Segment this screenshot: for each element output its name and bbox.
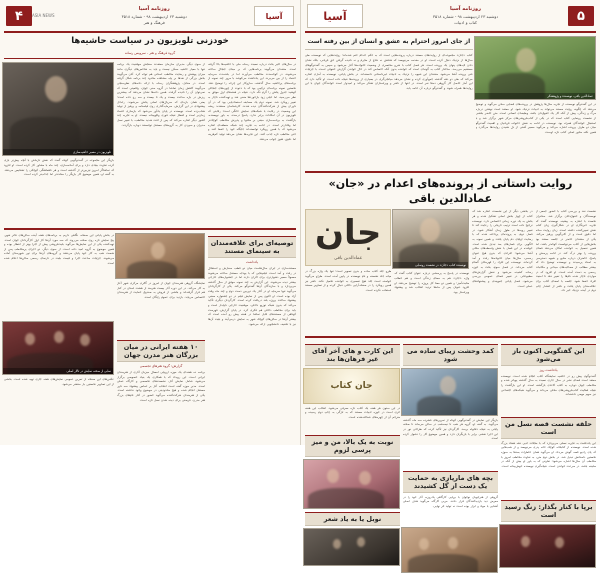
photo-interviewee [401, 368, 498, 416]
article-body: از سوی دیگر، مدیران سازمان معتقدند سنجش موفقیت یک برنامه تنها با معیار حاشیه ممکن نیست و باید به شاخص‌های دیگری مانند میزان پوشش و رضایت مخاطب استانی هم توجه کرد. آنان می‌گویند بخش بزرگی از نقدها بر پایه مشاهده محدود چند برنامه شکل گرفته است. در مقابل، پژوهشگران رسانه با ارائه داده‌های نظرسنجی می‌گویند کاهش زمان تماشا در گروه سنی جوان، واقعیتی است که نمی‌توان آن را نادیده گرفت. همین داده‌ها نشان می‌دهد که بیشترین ریزش در بازه ساعت بیست و یک تا بیست و سه رخ داده است؛ یعنی همان بازه‌ای که سریال‌های اصلی پخش می‌شوند. راه‌حل پیشنهادی در این گزارش، سرمایه‌گذاری روی فیلمنامه و پرهیز از تولید شتاب‌زده است. نویسنده در پایان یادآور می‌شود که بازسازی اعتماد زمان‌بر است و انتظار نتیجه فوری واقع‌بینانه نیست. او به تجربه چند کشور دیگر اشاره می‌کند که پس از افت شدید مخاطب، با تغییر نسل مدیران و سپردن کار به گروه‌های مستقل توانستند دوباره بازگردند. [117, 62, 205, 127]
book-cover-logotype [305, 209, 391, 266]
masthead-title-left: روزنامه آسیا [138, 6, 170, 13]
article-body: گروهی از هنرجویان نوجوان با برپایی کارگاهی یک‌روزه، آثار خود را در معرض دید بازدیدکنندگان قرار دادند. مربی کارگاه می‌گوید هدف اصلی آشنایی با مواد و ابزار بوده است نه تولید اثر نهایی. [403, 494, 498, 509]
photo-secondary-left [115, 233, 205, 279]
photo-stage [499, 524, 596, 568]
article-body: کتاب «جان» مجموعه‌ای از روایت‌های مستند درباره پرونده‌هایی است که به حکم اعدام ختم شده‌اند؛ روایت‌هایی که نویسنده طی سال‌ها از نزدیک دنبال کرده است. او در مقدمه می‌نویسد که هدفش نه دفاع از مجرم و نه نادیده گرفتن حق قربانی، بلکه نشان دادن لایه‌های پنهان یک پرونده است. هر فصل کتاب با شرح مختصری از وضعیت خانواده‌ها آغاز می‌شود و سپس به گفت‌وگوهای مستقیم می‌رسد. ساختار کتاب به گونه‌ای است که خواننده بدون آنکه احساس کند در حال خواندن گزارش حقوقی است، با جزئیات فنی پرونده آشنا می‌شود. منتقدان این شیوه را نزدیک به ادبیات غیرداستانی دانسته‌اند. در بخش پایانی، نویسنده به آماری اشاره می‌کند که طی دو دهه گذشته جمع‌آوری کرده و نشان می‌دهد میانجی‌گری در بسیاری از پرونده‌ها نتیجه داده است. او تأکید دارد که این آمار حاصل کار گروهی ده‌ها نفر است. در انتها از ناشر و ویراستاران تشکر می‌کند و امیدوار است خوانندگان جوان با این روایت‌ها همراه شوند و گفت‌وگو درباره آن ادامه یابد. [305, 53, 473, 90]
top-strip-headline: از جای امروز احترام به عشق و انسان از بین رفته است [307, 38, 471, 45]
brand-logo-en: ASIA NEWS [32, 13, 55, 19]
book-author-name: عمادالدین باقی [334, 256, 363, 262]
article-body: بازیگر این نمایش در گفت‌وگویی کوتاه از تمرین‌های فشرده سه ماه گذشته می‌گوید. به گفته او، گروه هر شب تا نیمه‌شب در سالن می‌ماند تا صحنه پایانی به نتیجه دلخواه برسد. کارگردان نیز تأکید کرده که طراحی نور در این اجرا نقشی برابر با بازیگران دارد و همین موضوع کار را دشوار کرده است. [403, 417, 498, 441]
section-title: بچه های مارپازی به حمایت یک دست از گل کشیدند [403, 471, 498, 493]
photo-lead-left [2, 62, 114, 156]
photo-caption: نویسنده کتاب «جان» در نشست رونمایی [393, 262, 468, 268]
article-body: در این گفت‌وگو نویسنده از تجربه سال‌ها پژوهش در پرونده‌های قضایی سخن می‌گوید و توضیح می‌دهد که چگونه روایت مستند می‌تواند به ادبیات نزدیک شود. او معتقد است نوشتن درباره مرگ و زندگی، پیش از آنکه کار یک حقوق‌دان باشد، وظیفه‌ای انسانی است. متن حاضر بخشی از نشست رونمایی کتاب است که در یکی از کتاب‌فروشی‌های مرکز شهر برگزار شد و با استقبال خوانندگان همراه بود. نویسنده در ادامه به نقش خانواده قربانیان و اهمیت گفت‌وگو میان دو طرف پرونده اشاره می‌کند و می‌گوید مسیر آشتی از دل شنیدن روایت‌ها می‌گذرد و همین نکته محور اصلی کتاب تازه اوست. [475, 102, 596, 134]
photo-author-green [474, 36, 596, 100]
book-illustration: جان کتاب [303, 368, 400, 404]
article-body: در این ستون هر هفته یک کتاب تازه معرفی می‌شود. انتخاب این هفته اثری است در حوزه ادبیات مستند که به تازگی به چاپ دوم رسیده و مترجم آن از چهره‌های شناخته‌شده است. [305, 405, 400, 420]
masthead-date-right: دوشنبه ۲۳ اردیبهشت ۹۸ - شماره ۳۵۱۸ [432, 13, 499, 19]
article-body: برنامه ده هفته‌ای یک موزه اروپایی امسال میزبان آثاری از هنرمندان ایرانی است. این رویداد که با همکاری یک بنیاد خصوصی برگزار می‌شود، شامل نمایش آثار، نشست‌های تخصصی و کارگاه عملی است. مدیر موزه گفته است انتخاب آثار بر اساس پیشنهاد سه داور مستقل انجام شده و هیچ محدودیتی در موضوع وجود نداشته است. یکی از هنرمندان شرکت‌کننده می‌گوید حضور در کنار نام‌های بزرگ هنر مدرن، فرصتی برای دیده شدن نسل تازه است. [117, 369, 205, 402]
photo-caption: عمادالدین باقی، نویسنده و پژوهشگر [475, 93, 595, 99]
section-byline: گزارش: گروه هنرهای تجسمی [139, 363, 183, 368]
section-byline: یادداشت روز [539, 367, 558, 372]
masthead-section-left: فرهنگ و هنر [143, 19, 165, 25]
masthead-meta-right [363, 6, 568, 26]
photo-caption: نمایی از صحنه نمایش در تالار اصلی [3, 368, 113, 374]
section-title: این گفتگویی اکنون باز می‌شود [501, 344, 596, 366]
masthead-title-right: روزنامه آسیا [449, 6, 482, 13]
main-article-right [305, 209, 596, 333]
article-body: نویسنده در پاسخ به پرسشی درباره عنوان کتاب گفت که واژه «جان» هم به معنای زندگی است و هم خطاب محبت‌آمیز؛ و همین دو معنا کل پروژه را توضیح می‌دهد. او افزود عنوان پس از ماه‌ها تردید انتخاب شد و پیشنهاد ویراستار بود. [394, 271, 470, 294]
masthead-left [4, 3, 296, 33]
page-right [300, 0, 600, 523]
article-body: گفت‌وگوی پیش رو در حاشیه نمایشگاه کتاب انجام شده است. نویسنده معتقد است فضای نشر در سال جاری نسبت به سال گذشته پویاتر شده و مخاطب جوان دوباره به کتاب کاغذی بازگشته است. او این بازگشت را نتیجه فعالیت کتاب‌فروشی‌های محلی می‌داند و می‌گوید شبکه‌های اجتماعی نیز سهم مهمی داشته‌اند. [501, 373, 596, 397]
top-strip-right [305, 36, 596, 168]
article-body: طرح جلد کتاب ساده و بدون تصویر است؛ تنها یک واژه بزرگ در میانه جلد نشسته و نام نویسنده در پایین آمده است. طراح می‌گوید خواسته است جلد هیچ تفسیری به خواننده تحمیل نکند. ناشر نیز همین رویکرد را در صفحه‌آرایی داخلی دنبال کرده و از تصاویر مستند استفاده نکرده است. [305, 269, 392, 292]
section-title: کمد وحشت زیبای ساده می شود [403, 344, 498, 366]
masthead-section-right: کتاب و ادبیات [454, 19, 477, 25]
article-body: این یادداشت به تجربه نسلی می‌پردازد که با مجلات ادبی دهه هفتاد بزرگ شده است. نویسنده از کتابخانه کوچک خانه پدری می‌نویسد و از شب‌هایی که پای رادیو قصه گوش می‌داد. او می‌گوید همان خاطرات بعدها به سوژه نخستین داستانش تبدیل شد. در بخش دوم متن، به تفاوت مخاطب امروز با مخاطب آن سال‌ها اشاره می‌شود؛ تفاوتی که به باور او بیش از آنکه در سلیقه باشد، در سرعت خواندن است. نتیجه‌گیری نویسنده خوش‌بینانه است. [501, 440, 596, 468]
lead-byline-left: گروه فرهنگ و هنر - سرویس رسانه [124, 50, 176, 55]
article-body: بازیگر این مجموعه در گفت‌وگویی کوتاه گفت که نقش تازه‌اش با آنچه پیش‌تر بازی کرده تفاوت بنیادی دارد و برای آماده‌سازی، چند ماه با مشاور کار کرده است. او افزود که تماشاگر امروز تیزبین‌تر از گذشته است و هر ناهماهنگی کوچکی را تشخیص می‌دهد. به گفته او، همین موضوع کار بازیگر را سخت‌تر اما جذاب‌تر کرده است. [4, 158, 114, 177]
section-title: این کارت و های آخر آقای غیر فرهان‌ها بند [305, 344, 400, 366]
brand-logo-right: آسیا [307, 4, 363, 28]
article-body: در بخشی دیگر از این نشست، اشاره شد که کتاب از چهار بخش اصلی تشکیل شده و هر بخش به یک دوره زمانی اختصاص دارد. نویسنده ترجیح داده است ترتیب تاریخی را رعایت کند تا تغییر رویه‌ها در طول زمان آشکار شود. در فصل دوم، به پرونده‌ای پرداخته شده که با رضایت اولیای دم پایان یافت و همین نمونه به الگویی برای فصل‌های بعد تبدیل شده است. خواننده در این فصل با نقش واسطه‌های محلی آشنا می‌شود؛ افرادی که بدون هیچ عنوان رسمی، سال‌ها میان خانواده‌ها رفت و آمد کرده‌اند. نویسنده این افراد را قهرمانان گمنام کتاب می‌داند. در فصل سوم، بحث به حوزه رسانه کشیده می‌شود و نقش گزارش‌های مطبوعاتی در تغییر فضای عمومی بررسی می‌شود. فصل پایانی جمع‌بندی و پیشنهادهای عملی است. [472, 209, 533, 288]
section-byline: یادداشت [245, 259, 259, 264]
section-title: نوبت به یک بالا، من و میز پرسی لزوم [305, 435, 400, 457]
article-body: عکس‌های این صفحه از تمرین عمومی نمایش‌های هفته جاری تهیه شده است. بخشی از این تصاویر نخستین بار منتشر می‌شود. [4, 376, 114, 386]
photo-caption: تلویزیون در مسیر حاشیه‌سازی [3, 149, 113, 155]
photo-performance [303, 459, 400, 509]
photo-workshop [401, 527, 498, 573]
brand-logo-left: آسیا [254, 6, 294, 26]
folio-right: ۵ [568, 6, 594, 26]
article-body: نشست نقد و بررسی کتاب با حضور جمعی از نویسندگان و حقوق‌دانان برگزار شد. سخنران نخست با اشاره به پیشینه نویسنده گفت که تجربه خبرنگاری او در شکل‌گیری زبان کتاب نقش تعیین‌کننده داشته است. زبان روایت ساده اما دقیق است و از کلی‌گویی پرهیز می‌کند. یکی از منتقدان حاضر در جلسه معتقد بود بخش‌هایی از کتاب می‌توانست کوتاه‌تر باشد، اما همین تفصیل به خواننده امکان می‌دهد فضای پرونده را بهتر درک کند. در ادامه پرسش و پاسخ، حاضران درباره منابع و شیوه دسترسی به اسناد پرسیدند و نویسنده توضیح داد که بیشتر مطالب از مصاحبه‌های میدانی و مکاتبات رسمی به دست آمده است. او افزود که در مواردی ناچار شده نام‌ها را تغییر دهد تا امنیت افراد حفظ شود. جلسه با امضای کتاب برای علاقه‌مندان پایان یافت و ناشر از انتشار چاپ دوم در آینده نزدیک خبر داد. [535, 209, 596, 293]
photo-theatre [303, 528, 400, 566]
section-title: توصیه‌ای برای علاقه‌مندان به سینمای مستند [208, 236, 296, 258]
article-body: در بخش پایانی این صفحه، نگاهی داریم به برنامه‌های هفته آینده سالن‌های تئاتر شهر. پنج نمایش تازه روی صحنه می‌روند که سه مورد آن‌ها کار اول کارگردانان جوان است. تهیه‌کننده یکی از این نمایش‌ها می‌گوید بلیت‌فروشی پیش از اجرا بهتر از انتظار بوده و همین موضوع به گروه امید داده است. از سوی دیگر، دو اجرای پرمخاطب پس از شصت شب به کار خود پایان می‌دهند و گروه‌های آن‌ها برای تور شهرستان آماده می‌شوند. جزئیات ساعت اجرا و قیمت بلیت در تارنمای رسمی سالن‌ها اعلام شده است. [4, 232, 114, 265]
page-left [0, 0, 300, 445]
article-body: نمایشگاه گروهی هنرمندان جوان از امروز در گالری مرکزی شهر آغاز به کار می‌کند. در این دوره آثار بیست هنرمند از هشت استان در کنار هم قرار گرفته‌اند و بخشی از فروش به صندوق حمایت از هنرمندان اختصاص می‌یابد. بازدید برای عموم رایگان است. [117, 280, 205, 299]
photo-theatre-left [2, 321, 114, 375]
masthead-date-left: دوشنبه ۲۳ اردیبهشت ۹۸ - شماره ۳۵۱۸ [121, 13, 187, 19]
masthead-right [305, 3, 596, 33]
main-headline-right: روایت داستانی از پرونده‌های اعدام در «جان» عمادالدین باقی [328, 176, 573, 205]
section-title: حلقه نشست قصه نسل من است [501, 417, 596, 439]
section-title: برپا با کنار بگذار: زنگ رسید است [501, 500, 596, 522]
book-title-word: جان [315, 213, 382, 254]
section-title: ۱۰ هفته ایرانی در میان بزرگان هنر مدرن جهان [117, 340, 205, 362]
lead-article-left [4, 62, 296, 224]
folio-left: ۴ [6, 6, 32, 26]
lower-sections-left [4, 233, 296, 432]
lower-sections-right [305, 341, 596, 573]
article-body: مستندسازی در ایران سال‌هاست میان دو قطب سفارش و استقلال در رفت و آمد است. فیلم‌هایی که با بودجه مستقل ساخته می‌شوند معمولاً مسیر دشوارتری برای اکران دارند اما در جشنواره‌های خارجی بیشتر دیده می‌شوند. این گزارش به چند نمونه موفق از سال گذشته می‌پردازد و با سازندگان آن‌ها گفت‌وگو می‌کند. یکی از کارگردانان می‌گوید تنها سرمایه او در آغاز یک دوربین دست دوم و چند ماه وقت آزاد بوده است. او اکنون پس از نمایش فیلم در دو جشنواره معتبر، پیشنهاد ساخت پروژه بلند دریافت کرده است. کارگردان دیگری تأکید می‌کند که بدون شبکه توزیع داخلی، موفقیت خارجی ناپایدار است و باید برای مخاطب داخلی هم فکری کرد. در پایان گزارش، فهرست کوتاهی از مستندهای قابل تماشا در هفته پیش رو آمده است که بیشتر آن‌ها در سالن‌های کوچک شهر به نمایش درمی‌آیند و بلیت آن‌ها نیز با تخفیف دانشجویی ارائه می‌شود. [208, 265, 296, 326]
lead-headline-left: خودزنی تلویزیون در سیاست حاشیه‌ها [71, 36, 229, 46]
section-title: نوبل یا به یاد شعر [305, 512, 400, 526]
article-body: در سال‌های اخیر بحث درباره نسبت رسانه ملی با حاشیه‌ها بالا گرفته است. منتقدان می‌گویند برنامه‌هایی که بر مبنای جنجال ساخته می‌شوند، در کوتاه‌مدت مخاطب می‌آورند اما در بلندمدت سرمایه اعتماد را از بین می‌برند. این یادداشت می‌کوشد با مرور چند نمونه از برنامه‌های پرحاشیه سال گذشته، سازوکار این چرخه را توضیح دهد. نخستین نمونه برنامه‌ای ترکیبی بود که با دعوت از چهره‌های جنجالی کوشید جدول پخش را گرم نگه دارد. نتیجه در هفته‌های اول موفق به نظر می‌رسید، اما خیلی زود بازخوردها منفی شد و تهیه‌کننده ناچار به تغییر رویکرد شد. نمونه دوم یک مسابقه استعدادیابی بود که در آن داوران بیش از شرکت‌کنندگان دیده شدند. کارشناسان معتقدند ریشه این وضعیت در رقابت با شبکه‌های نمایش خانگی است؛ رقابتی که تلویزیون در آن امکانات برابر ندارد. پاسخ درست، به باور نویسنده، بازگشت به برنامه‌سازی مبتنی بر محتوا و پذیرش مخاطب کوچک‌تر اما وفادارتر است. در ادامه به تجربه چند شبکه منطقه‌ای اشاره می‌شود که با همین رویکرد توانسته‌اند جایگاه خود را حفظ کنند و حتی مخاطب تازه جذب کنند. این تجربه‌ها نشان می‌دهد تولید کم‌هزینه اما دقیق، هنوز جواب می‌دهد. [208, 62, 296, 141]
photo-author-portrait [392, 209, 469, 269]
masthead-meta-left [54, 6, 254, 26]
